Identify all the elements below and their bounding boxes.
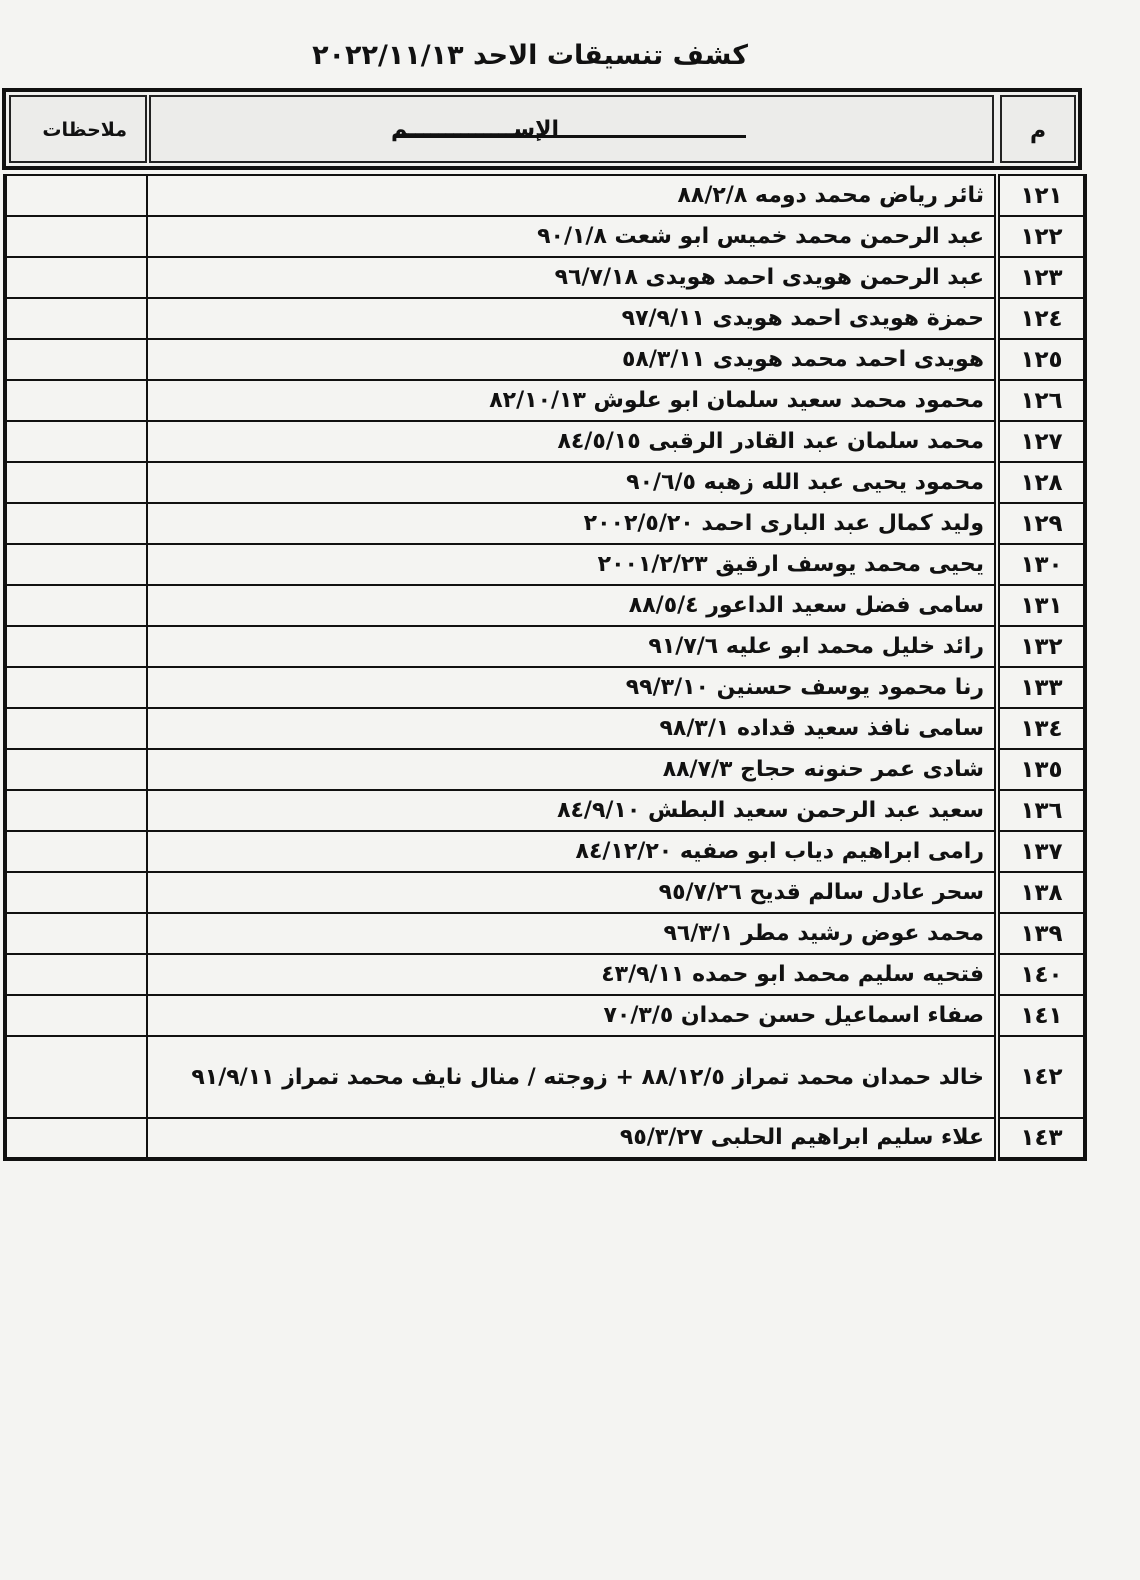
notes-cell <box>5 749 147 790</box>
table-row <box>5 462 1085 503</box>
number-cell: ١٤٠ <box>997 954 1085 995</box>
name-cell: سعيد عبد الرحمن سعيد البطش ٨٤/٩/١٠ <box>147 790 997 831</box>
number-cell: ١٤١ <box>997 995 1085 1036</box>
page-title: كشف تنسيقات الاحد ٢٠٢٢/١١/١٣ <box>312 40 748 71</box>
number-cell: ١٤٣ <box>997 1118 1085 1159</box>
notes-cell <box>5 790 147 831</box>
table-row <box>5 175 1085 216</box>
table-row <box>5 831 1085 872</box>
number-cell: ١٣٤ <box>997 708 1085 749</box>
name-cell: ثائر رياض محمد دومه ٨٨/٢/٨ <box>147 175 997 216</box>
header-name-cell <box>149 95 994 163</box>
number-cell: ١٣٢ <box>997 626 1085 667</box>
notes-cell <box>5 872 147 913</box>
notes-cell <box>5 1036 147 1118</box>
name-cell: سحر عادل سالم قديح ٩٥/٧/٢٦ <box>147 872 997 913</box>
number-cell: ١٣٩ <box>997 913 1085 954</box>
header-name-label: الإســــــــــــــم <box>391 117 560 142</box>
name-cell: شادى عمر حنونه حجاج ٨٨/٧/٣ <box>147 749 997 790</box>
name-cell: عبد الرحمن محمد خميس ابو شعت ٩٠/١/٨ <box>147 216 997 257</box>
notes-cell <box>5 298 147 339</box>
notes-cell <box>5 380 147 421</box>
number-cell: ١٣١ <box>997 585 1085 626</box>
table-row <box>5 995 1085 1036</box>
notes-cell <box>5 216 147 257</box>
number-cell: ١٢٥ <box>997 339 1085 380</box>
name-cell: رنا محمود يوسف حسنين ٩٩/٣/١٠ <box>147 667 997 708</box>
name-cell: صفاء اسماعيل حسن حمدان ٧٠/٣/٥ <box>147 995 997 1036</box>
table-row <box>5 913 1085 954</box>
number-cell: ١٢٩ <box>997 503 1085 544</box>
table-row <box>5 1118 1085 1159</box>
table-row <box>5 421 1085 462</box>
table-row <box>5 667 1085 708</box>
names-table-body <box>5 175 1085 1159</box>
notes-cell <box>5 339 147 380</box>
table-header <box>2 88 1082 170</box>
table-row <box>5 503 1085 544</box>
table-row <box>5 708 1085 749</box>
name-cell: عبد الرحمن هويدى احمد هويدى ٩٦/٧/١٨ <box>147 257 997 298</box>
name-cell: فتحيه سليم محمد ابو حمده ٤٣/٩/١١ <box>147 954 997 995</box>
notes-cell <box>5 175 147 216</box>
header-notes-label: ملاحظات <box>42 119 127 141</box>
notes-cell <box>5 257 147 298</box>
names-table <box>3 174 1087 1161</box>
table-row <box>5 872 1085 913</box>
name-cell: محمود محمد سعيد سلمان ابو علوش ٨٢/١٠/١٣ <box>147 380 997 421</box>
header-number-label: م <box>1029 119 1047 144</box>
notes-cell <box>5 1118 147 1159</box>
name-cell: سامى نافذ سعيد قداده ٩٨/٣/١ <box>147 708 997 749</box>
table-row <box>5 544 1085 585</box>
notes-cell <box>5 954 147 995</box>
table-row <box>5 339 1085 380</box>
header-number-cell <box>1000 95 1076 163</box>
notes-cell <box>5 995 147 1036</box>
table-row <box>5 626 1085 667</box>
name-cell: رامى ابراهيم دياب ابو صفيه ٨٤/١٢/٢٠ <box>147 831 997 872</box>
table-row <box>5 790 1085 831</box>
notes-cell <box>5 626 147 667</box>
notes-cell <box>5 421 147 462</box>
header-notes-cell <box>9 95 147 163</box>
number-cell: ١٣٠ <box>997 544 1085 585</box>
name-cell: سامى فضل سعيد الداعور ٨٨/٥/٤ <box>147 585 997 626</box>
name-cell: يحيى محمد يوسف ارقيق ٢٠٠١/٢/٢٣ <box>147 544 997 585</box>
number-cell: ١٢٣ <box>997 257 1085 298</box>
number-cell: ١٣٥ <box>997 749 1085 790</box>
notes-cell <box>5 913 147 954</box>
name-cell: رائد خليل محمد ابو عليه ٩١/٧/٦ <box>147 626 997 667</box>
notes-cell <box>5 585 147 626</box>
name-cell: خالد حمدان محمد تمراز ٨٨/١٢/٥ + زوجته / منال نايف محمد تمراز ٩١/٩/١١ <box>147 1036 997 1118</box>
number-cell: ١٢١ <box>997 175 1085 216</box>
table-row <box>5 380 1085 421</box>
number-cell: ١٢٧ <box>997 421 1085 462</box>
number-cell: ١٣٣ <box>997 667 1085 708</box>
table-row <box>5 585 1085 626</box>
number-cell: ١٣٧ <box>997 831 1085 872</box>
name-cell: حمزة هويدى احمد هويدى ٩٧/٩/١١ <box>147 298 997 339</box>
notes-cell <box>5 462 147 503</box>
table-row <box>5 1036 1085 1118</box>
table-row <box>5 298 1085 339</box>
notes-cell <box>5 667 147 708</box>
number-cell: ١٢٨ <box>997 462 1085 503</box>
notes-cell <box>5 708 147 749</box>
name-cell: محمد سلمان عبد القادر الرقبى ٨٤/٥/١٥ <box>147 421 997 462</box>
name-cell: محمود يحيى عبد الله زهبه ٩٠/٦/٥ <box>147 462 997 503</box>
table-row <box>5 216 1085 257</box>
notes-cell <box>5 503 147 544</box>
notes-cell <box>5 544 147 585</box>
number-cell: ١٤٢ <box>997 1036 1085 1118</box>
number-cell: ١٢٢ <box>997 216 1085 257</box>
table-row <box>5 257 1085 298</box>
notes-cell <box>5 831 147 872</box>
name-cell: هويدى احمد محمد هويدى ٥٨/٣/١١ <box>147 339 997 380</box>
number-cell: ١٢٦ <box>997 380 1085 421</box>
number-cell: ١٢٤ <box>997 298 1085 339</box>
table-row <box>5 954 1085 995</box>
name-cell: علاء سليم ابراهيم الحلبى ٩٥/٣/٢٧ <box>147 1118 997 1159</box>
name-cell: محمد عوض رشيد مطر ٩٦/٣/١ <box>147 913 997 954</box>
table-row <box>5 749 1085 790</box>
number-cell: ١٣٨ <box>997 872 1085 913</box>
number-cell: ١٣٦ <box>997 790 1085 831</box>
name-cell: وليد كمال عبد البارى احمد ٢٠٠٢/٥/٢٠ <box>147 503 997 544</box>
